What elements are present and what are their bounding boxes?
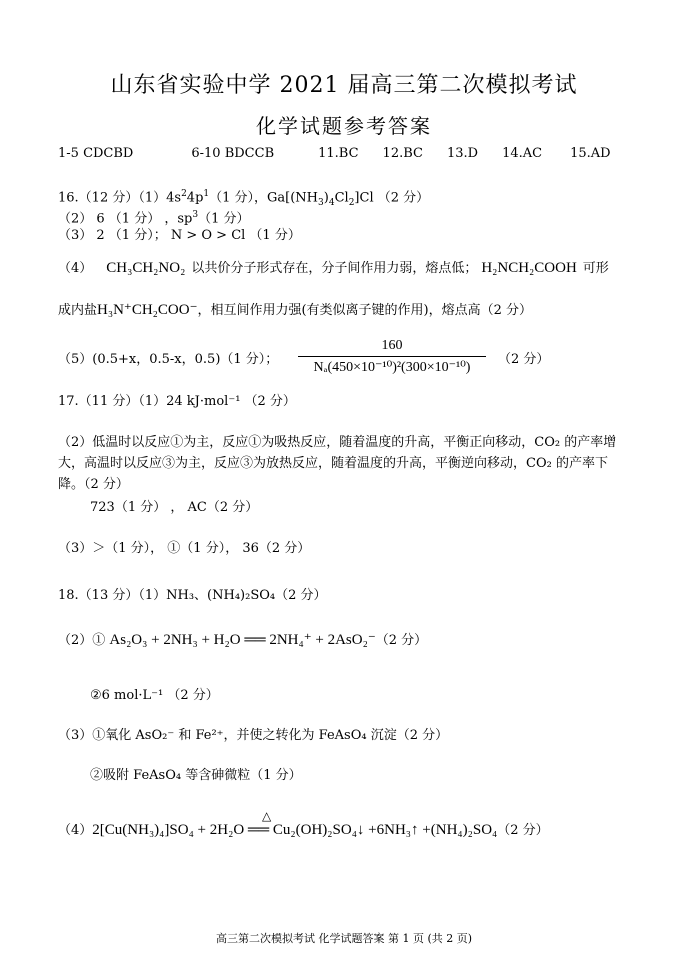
density-fraction [298,338,486,376]
q16-line-5: 成内盐H₃N⁺CH₂COO⁻，相互间作用力强(有类似离子键的作用)，熔点高（2 分） [58,302,533,318]
fraction-numerator: 160 [381,338,403,353]
page-subtitle: 化学试题参考答案 [256,114,432,138]
formula-zwitterion: H₃N⁺CH₂COO⁻ [97,302,198,318]
formula-glycine: H₂NCH₂COOH [481,260,577,276]
choice-answers [58,146,611,162]
equation-arsenic: As₂O₃ + 2NH₃ + H₂O ══ 2NH₄⁺ + 2AsO₂⁻ [109,632,376,648]
q17-line-4: （3）＞（1 分）， ①（1 分）， 36（2 分） [58,541,311,556]
q17-line-3: 723（1 分） ， AC（2 分） [90,500,259,515]
q18-line-3: ②6 mol·L⁻¹ （2 分） [90,688,219,703]
q16-line-4: （4） CH₃CH₂NO₂ 以共价分子形式存在，分子间作用力弱，熔点低； H₂NCH₂COOH 可形 [58,260,609,276]
fraction-denominator: Nₐ(450×10⁻¹⁰)²(300×10⁻¹⁰) [298,356,486,376]
answer-12: 12.BC [382,146,423,161]
answer-13: 13.D [446,146,479,161]
answer-6-10: 6-10 BDCCB [191,146,275,161]
q16-line-2: （2） 6 （1 分） ，$sp^3(1$ 分） [58,210,250,227]
answer-11: 11.BC [318,146,359,161]
answer-1-5: 1-5 CDCBD [58,146,134,161]
page-footer: 高三第二次模拟考试 化学试题答案 第 1 页 (共 2 页) [215,932,473,945]
heat-symbol: △ [262,809,272,823]
q16-line-6-score: （2 分） [498,352,550,367]
equation-copper: 2[Cu(NH₃)₄]SO₄ + 2H₂O ══ Cu₂(OH)₂SO₄↓ +6NH₃↑ +(NH₄)₂SO₄ [92,822,498,838]
q18-line-6: （4）2[Cu(NH₃)₄]SO₄ + 2H₂O ══ Cu₂(OH)₂SO₄↓ +6NH₃↑ +(NH₄)₂SO₄（2 分） [58,822,549,838]
q18-line-2: （2）① As₂O₃ + 2NH₃ + H₂O ══ 2NH₄⁺ + 2AsO₂⁻（2 分） [58,632,428,648]
page-title: 山东省实验中学 2021 届高三第二次模拟考试 [110,73,578,98]
q16-line-1: 16.（12 分）$(1)4s^24p^1(1$ 分），$Ga[(NH_3)_4Cl_2]Cl$ （2 分） [58,189,430,208]
q16-line-6: （5）(0.5+x，0.5-x，0.5)（1 分）； [58,352,279,367]
answer-14: 14.AC [502,146,543,161]
formula-nitroethane: CH₃CH₂NO₂ [106,260,186,276]
q18-line-4: （3）①氧化 AsO₂⁻ 和 Fe²⁺，并使之转化为 FeAsO₄ 沉淀（2 分） [58,728,449,743]
q16-line-3: （3） 2 （1 分）； N > O > Cl （1 分） [58,228,301,243]
q17-line-1: 17.（11 分）（1）24 kJ·mol⁻¹ （2 分） [58,394,296,409]
q17-paragraph-2: （2）低温时以反应①为主，反应①为吸热反应，随着温度的升高，平衡正向移动，CO₂ 的产率增大，高温时以反应③为主，反应③为放热反应，随着温度的升高，平衡逆向移动，CO₂ 的产率下降。（2 分） [58,435,617,492]
q18-line-5: ②吸附 FeAsO₄ 等含砷微粒（1 分） [90,768,302,783]
answer-15: 15.AD [570,146,611,161]
q18-line-1: 18.（13 分）（1）NH₃、(NH₄)₂SO₄（2 分） [58,588,327,603]
